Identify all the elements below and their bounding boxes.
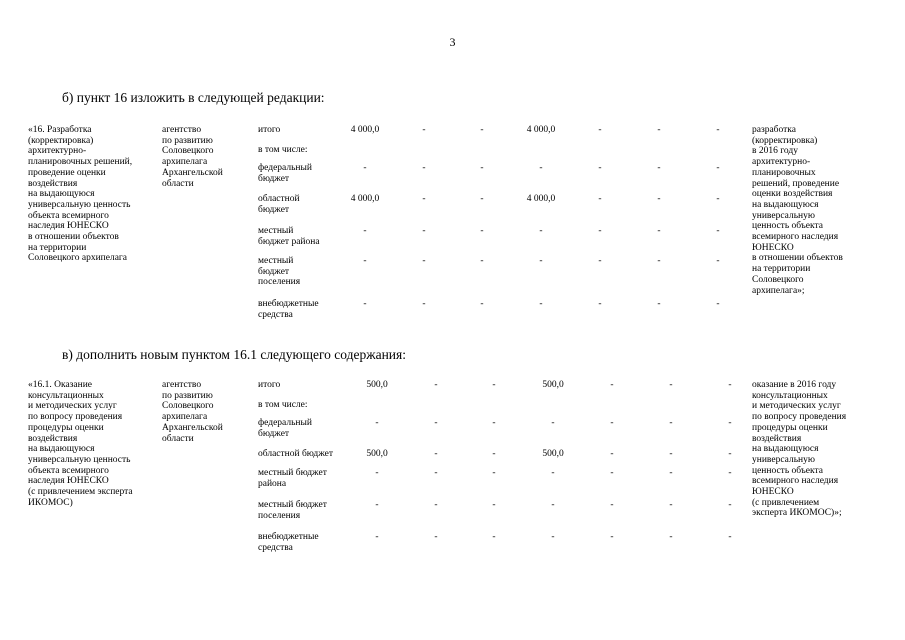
funding-source-label: федеральный бюджет: [258, 418, 312, 439]
funding-value-cell: -: [669, 500, 673, 510]
funding-value-cell: -: [375, 468, 379, 478]
expected-result: оказание в 2016 году консультационных и методических услуг по вопросу проведения процедуры оценки воздействия на выдающуюся универсальную ценность объекта всемирного наследия ЮНЕСКО (с привлечением эксперта ИКОМОС)»;: [752, 380, 847, 519]
funding-value-cell: 4 000,0: [350, 194, 380, 204]
funding-source-label: областной бюджет: [258, 449, 334, 459]
funding-value-cell: -: [598, 256, 602, 266]
funding-value-cell: 500,0: [366, 380, 388, 390]
responsible-agency: агентство по развитию Соловецкого архипелага Архангельской области: [162, 125, 223, 189]
funding-value-cell: -: [422, 226, 426, 236]
funding-source-label: итого: [258, 380, 281, 390]
funding-value-cell: -: [716, 163, 720, 173]
funding-source-label: местный бюджет района: [258, 468, 327, 489]
funding-value-cell: -: [610, 532, 614, 542]
funding-value-cell: -: [728, 468, 732, 478]
funding-value-cell: -: [492, 468, 496, 478]
funding-value-cell: -: [422, 194, 426, 204]
funding-value-cell: -: [422, 125, 426, 135]
funding-value-cell: -: [492, 380, 496, 390]
funding-value-cell: -: [480, 163, 484, 173]
funding-value-cell: -: [598, 226, 602, 236]
funding-source-label: местный бюджет поселения: [258, 500, 327, 521]
funding-value-cell: -: [669, 380, 673, 390]
event-name: «16. Разработка (корректировка) архитектурно- планировочных решений, проведение оценки воздействия на выдающуюся универсальную ценность объекта всемирного наследия ЮНЕСКО в отношении объектов на территории Соловецкого архипелага: [28, 125, 133, 264]
event-name: «16.1. Оказание консультационных и методических услуг по вопросу проведения процедуры оценки воздействия на выдающуюся универсальную ценность объекта всемирного наследия ЮНЕСКО (с привлечением эксперта ИКОМОС): [28, 380, 133, 508]
funding-value-cell: -: [657, 163, 661, 173]
funding-source-label: в том числе:: [258, 145, 308, 155]
funding-value-cell: -: [363, 163, 367, 173]
funding-value-cell: -: [422, 299, 426, 309]
funding-value-cell: -: [422, 256, 426, 266]
funding-value-cell: -: [716, 125, 720, 135]
funding-value-cell: -: [657, 125, 661, 135]
funding-value-cell: -: [492, 500, 496, 510]
funding-value-cell: -: [480, 194, 484, 204]
funding-source-label: внебюджетные средства: [258, 532, 319, 553]
funding-value-cell: -: [434, 418, 438, 428]
section-heading-v: в) дополнить новым пунктом 16.1 следующего содержания:: [62, 347, 406, 362]
funding-value-cell: -: [480, 299, 484, 309]
funding-source-label: федеральный бюджет: [258, 163, 312, 184]
funding-value-cell: -: [551, 418, 555, 428]
funding-value-cell: -: [551, 468, 555, 478]
funding-value-cell: -: [728, 418, 732, 428]
funding-value-cell: -: [610, 418, 614, 428]
funding-value-cell: -: [716, 226, 720, 236]
funding-value-cell: -: [657, 299, 661, 309]
funding-value-cell: -: [610, 449, 614, 459]
funding-value-cell: -: [610, 380, 614, 390]
funding-value-cell: -: [375, 532, 379, 542]
funding-source-label: местный бюджет района: [258, 226, 320, 247]
funding-value-cell: 4 000,0: [526, 125, 556, 135]
funding-value-cell: 500,0: [366, 449, 388, 459]
responsible-agency: агентство по развитию Соловецкого архипелага Архангельской области: [162, 380, 223, 444]
funding-source-label: в том числе:: [258, 400, 308, 410]
funding-value-cell: -: [716, 299, 720, 309]
funding-value-cell: -: [480, 226, 484, 236]
funding-value-cell: -: [610, 500, 614, 510]
funding-value-cell: -: [422, 163, 426, 173]
funding-value-cell: -: [480, 125, 484, 135]
funding-value-cell: -: [434, 500, 438, 510]
funding-value-cell: -: [539, 256, 543, 266]
funding-value-cell: -: [434, 380, 438, 390]
funding-value-cell: -: [492, 418, 496, 428]
funding-value-cell: -: [539, 299, 543, 309]
funding-value-cell: -: [375, 500, 379, 510]
funding-value-cell: -: [539, 226, 543, 236]
funding-source-label: внебюджетные средства: [258, 299, 319, 320]
funding-value-cell: -: [363, 299, 367, 309]
funding-value-cell: -: [657, 194, 661, 204]
funding-value-cell: -: [598, 194, 602, 204]
funding-value-cell: -: [669, 449, 673, 459]
funding-value-cell: -: [657, 256, 661, 266]
funding-value-cell: -: [610, 468, 614, 478]
funding-value-cell: -: [728, 500, 732, 510]
funding-value-cell: -: [669, 532, 673, 542]
funding-value-cell: -: [716, 194, 720, 204]
funding-value-cell: -: [551, 500, 555, 510]
funding-value-cell: -: [669, 418, 673, 428]
funding-value-cell: -: [480, 256, 484, 266]
funding-value-cell: -: [728, 449, 732, 459]
funding-value-cell: -: [551, 532, 555, 542]
funding-value-cell: -: [539, 163, 543, 173]
page-number: 3: [449, 35, 456, 49]
funding-value-cell: -: [363, 226, 367, 236]
funding-value-cell: -: [716, 256, 720, 266]
funding-value-cell: -: [363, 256, 367, 266]
funding-value-cell: -: [492, 449, 496, 459]
funding-source-label: итого: [258, 125, 281, 135]
expected-result: разработка (корректировка) в 2016 году архитектурно- планировочных решений, проведение оценки воздействия на выдающуюся универсальную ценность объекта всемирного наследия ЮНЕСКО в отношении объектов на территории Соловецкого архипелага»;: [752, 125, 843, 296]
section-heading-b: б) пункт 16 изложить в следующей редакции:: [62, 90, 325, 105]
funding-value-cell: -: [375, 418, 379, 428]
funding-value-cell: -: [728, 532, 732, 542]
funding-value-cell: 500,0: [542, 449, 564, 459]
funding-value-cell: -: [434, 532, 438, 542]
funding-source-label: областной бюджет: [258, 194, 300, 215]
funding-value-cell: 500,0: [542, 380, 564, 390]
funding-value-cell: -: [657, 226, 661, 236]
funding-value-cell: -: [598, 125, 602, 135]
funding-value-cell: -: [492, 532, 496, 542]
funding-value-cell: -: [598, 163, 602, 173]
funding-value-cell: -: [598, 299, 602, 309]
funding-source-label: местный бюджет поселения: [258, 256, 301, 288]
funding-value-cell: 4 000,0: [350, 125, 380, 135]
funding-value-cell: -: [669, 468, 673, 478]
funding-value-cell: 4 000,0: [526, 194, 556, 204]
funding-value-cell: -: [434, 468, 438, 478]
funding-value-cell: -: [728, 380, 732, 390]
funding-value-cell: -: [434, 449, 438, 459]
